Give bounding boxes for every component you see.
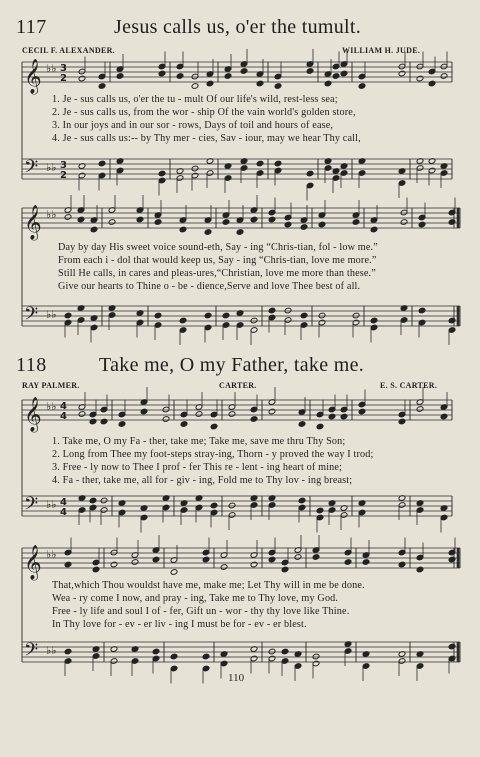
note-head <box>250 561 258 568</box>
note-head <box>298 421 306 428</box>
svg-text:𝄞: 𝄞 <box>24 205 42 240</box>
note-head <box>344 559 352 566</box>
lyricist-credit: CECIL F. ALEXANDER. <box>22 46 115 55</box>
svg-text:♭♭: ♭♭ <box>46 208 57 221</box>
note-head <box>92 566 100 573</box>
note-head <box>191 165 199 172</box>
note-head <box>274 83 282 90</box>
note-head <box>77 216 85 223</box>
note-head <box>170 653 178 660</box>
note-head <box>281 648 289 655</box>
svg-text:4: 4 <box>60 507 67 518</box>
note-head <box>110 561 118 568</box>
composer-credit: E. S. CARTER. <box>380 381 438 390</box>
note-head <box>131 559 139 566</box>
verse-4-line-1: 4. Fa - ther, take me, all for - giv - ing, Fold me to Thy lov - ing breast; <box>52 475 353 486</box>
svg-text:♭♭: ♭♭ <box>46 161 57 174</box>
note-head <box>179 226 187 233</box>
svg-text:4: 4 <box>60 497 67 508</box>
note-head <box>440 73 448 80</box>
note-head <box>204 312 212 319</box>
note-head <box>162 416 170 423</box>
note-head <box>362 559 370 566</box>
note-head <box>448 556 456 563</box>
note-head <box>250 317 258 324</box>
note-head <box>400 219 408 226</box>
verse-4-line-2: In Thy love for - ev - er liv - ing I must be for - ev - er blest. <box>52 619 307 630</box>
note-head <box>179 317 187 324</box>
note-head <box>370 226 378 233</box>
verse-2-line-1: 2. Long from Thee my foot-steps stray-ing, Thorn - y proved the way I trod; <box>52 449 374 460</box>
lyricist-credit: RAY PALMER. <box>22 381 80 390</box>
page-number: 110 <box>228 672 245 684</box>
note-head <box>228 411 236 418</box>
composer-credit: WILLIAM H. JUDE. <box>342 46 421 55</box>
verse-1-line-1: 1. Je - sus calls us, o'er the tu - mult Of our life's wild, rest-less sea; <box>52 94 338 105</box>
note-head <box>256 160 264 167</box>
hymn-number: 118 <box>16 354 47 376</box>
note-head <box>268 307 276 314</box>
note-head <box>300 224 308 231</box>
note-head <box>281 566 289 573</box>
note-head <box>274 160 282 167</box>
verse-2-line-2: Wea - ry come I now, and pray - ing, Take me to Thy love, my God. <box>52 593 339 604</box>
note-head <box>440 413 448 420</box>
note-head <box>268 408 276 415</box>
note-head <box>222 219 230 226</box>
svg-text:4: 4 <box>60 401 67 412</box>
note-head <box>448 643 456 650</box>
note-head <box>64 214 72 221</box>
verse-4-line-2: Give our hearts to Thine o - be - dience,Serve and love Thee best of all. <box>58 281 361 292</box>
svg-text:2: 2 <box>60 73 67 84</box>
svg-text:♭♭: ♭♭ <box>46 400 57 413</box>
note-head <box>398 561 406 568</box>
note-head <box>222 312 230 319</box>
note-head <box>140 408 148 415</box>
note-head <box>324 80 332 87</box>
verse-1-line-1: 1. Take me, O my Fa - ther, take me; Take me, save me thru Thy Son; <box>52 436 346 447</box>
svg-text:♭♭: ♭♭ <box>46 644 57 657</box>
note-head <box>89 418 97 425</box>
note-head <box>118 421 126 428</box>
note-head <box>64 312 72 319</box>
verse-2-line-1: 2. Je - sus calls us, from the wor - ship Of the vain world's golden store, <box>52 107 356 118</box>
note-head <box>318 221 326 228</box>
note-head <box>306 170 314 177</box>
note-head <box>206 80 214 87</box>
note-head <box>294 554 302 561</box>
note-head <box>284 307 292 314</box>
note-head <box>298 497 306 504</box>
staff-treble-117-b <box>22 205 460 241</box>
svg-text:♭♭: ♭♭ <box>46 548 57 561</box>
note-head <box>210 502 218 509</box>
svg-text:♭♭: ♭♭ <box>46 498 57 511</box>
note-head <box>195 411 203 418</box>
note-head <box>240 68 248 75</box>
note-head <box>250 216 258 223</box>
note-head <box>236 229 244 236</box>
note-head <box>428 80 436 87</box>
note-head <box>318 312 326 319</box>
note-head <box>170 569 178 576</box>
verse-3-line-1: 3. Free - ly now to Thee I prof - fer This re - lent - ing heart of mine; <box>52 462 343 473</box>
note-head <box>136 216 144 223</box>
note-head <box>191 83 199 90</box>
note-head <box>64 648 72 655</box>
note-head <box>78 75 86 82</box>
note-head <box>100 497 108 504</box>
note-head <box>152 556 160 563</box>
tune-name: CARTER. <box>219 381 257 390</box>
note-head <box>268 216 276 223</box>
note-head <box>418 307 426 314</box>
svg-text:𝄞: 𝄞 <box>24 545 42 580</box>
staff-treble-118-a <box>22 397 452 433</box>
staff-bass-117-a <box>22 157 452 182</box>
note-head <box>180 421 188 428</box>
note-head <box>316 507 324 514</box>
hymn-title: Jesus calls us, o'er the tumult. <box>114 16 362 38</box>
note-head <box>352 219 360 226</box>
note-head <box>158 170 166 177</box>
svg-text:𝄞: 𝄞 <box>24 59 42 94</box>
svg-text:𝄞: 𝄞 <box>24 397 42 432</box>
note-head <box>116 73 124 80</box>
note-head <box>154 219 162 226</box>
note-head <box>108 219 116 226</box>
note-head <box>90 226 98 233</box>
note-head <box>154 312 162 319</box>
note-head <box>416 566 424 573</box>
note-head <box>398 70 406 77</box>
note-head <box>220 564 228 571</box>
note-head <box>250 416 258 423</box>
svg-text:𝄢: 𝄢 <box>24 157 39 182</box>
note-head <box>256 80 264 87</box>
note-head <box>268 556 276 563</box>
note-head <box>416 75 424 82</box>
svg-text:3: 3 <box>60 63 67 74</box>
note-head <box>202 653 210 660</box>
staff-bass-118-a <box>22 494 452 519</box>
staff-treble-117-a <box>22 59 452 95</box>
svg-text:𝄢: 𝄢 <box>24 494 39 519</box>
svg-text:3: 3 <box>60 160 67 171</box>
verse-3-line-2: Still He calls, in cares and pleas-ures,“Christian, love me more than these.” <box>58 268 376 279</box>
note-head <box>448 219 456 226</box>
note-head <box>300 312 308 319</box>
verse-3-line-1: 3. In our joys and in our sor - rows, Days of toil and hours of ease, <box>52 120 334 131</box>
note-head <box>98 83 106 90</box>
svg-text:2: 2 <box>60 170 67 181</box>
staff-bass-118-b <box>22 640 460 665</box>
note-head <box>340 70 348 77</box>
note-head <box>358 408 366 415</box>
verse-1-line-2: Day by day His sweet voice sound-eth, Say - ing “Chris-tian, fol - low me.” <box>58 242 378 253</box>
note-head <box>312 554 320 561</box>
note-head <box>370 317 378 324</box>
note-head <box>224 73 232 80</box>
note-head <box>268 648 276 655</box>
note-head <box>176 73 184 80</box>
note-head <box>448 317 456 324</box>
verse-1-line-2: That,which Thou wouldst have me, make me; Let Thy will in me be done. <box>52 580 365 591</box>
svg-text:𝄢: 𝄢 <box>24 304 39 329</box>
verse-2-line-2: From each i - dol that would keep us, Say - ing “Chris-tian, love me more.” <box>58 255 377 266</box>
note-head <box>398 418 406 425</box>
verse-3-line-2: Free - ly life and soul I of - fer, Gift un - wor - thy thy love like Thine. <box>52 606 350 617</box>
note-head <box>312 653 320 660</box>
note-head <box>306 68 314 75</box>
note-head <box>158 70 166 77</box>
hymn-number: 117 <box>16 16 47 38</box>
note-head <box>328 413 336 420</box>
note-head <box>352 312 360 319</box>
note-head <box>202 556 210 563</box>
note-head <box>316 423 324 430</box>
note-head <box>89 497 97 504</box>
note-head <box>78 411 86 418</box>
note-head <box>340 413 348 420</box>
svg-text:♭♭: ♭♭ <box>46 308 57 321</box>
note-head <box>100 418 108 425</box>
note-head <box>228 502 236 509</box>
note-head <box>332 73 340 80</box>
note-head <box>418 221 426 228</box>
note-head <box>416 406 424 413</box>
verse-4-line-1: 4. Je - sus calls us:-- by Thy mer - cies, Sav - iour, may we hear Thy call, <box>52 133 361 144</box>
svg-text:𝄢: 𝄢 <box>24 640 39 665</box>
hymn-title: Take me, O my Father, take me. <box>99 354 365 376</box>
note-head <box>358 83 366 90</box>
note-head <box>284 221 292 228</box>
note-head <box>152 648 160 655</box>
note-head <box>210 423 218 430</box>
staff-treble-118-b <box>22 545 460 581</box>
note-head <box>98 160 106 167</box>
svg-text:♭♭: ♭♭ <box>46 62 57 75</box>
svg-text:4: 4 <box>60 411 67 422</box>
note-head <box>204 229 212 236</box>
note-head <box>64 561 72 568</box>
